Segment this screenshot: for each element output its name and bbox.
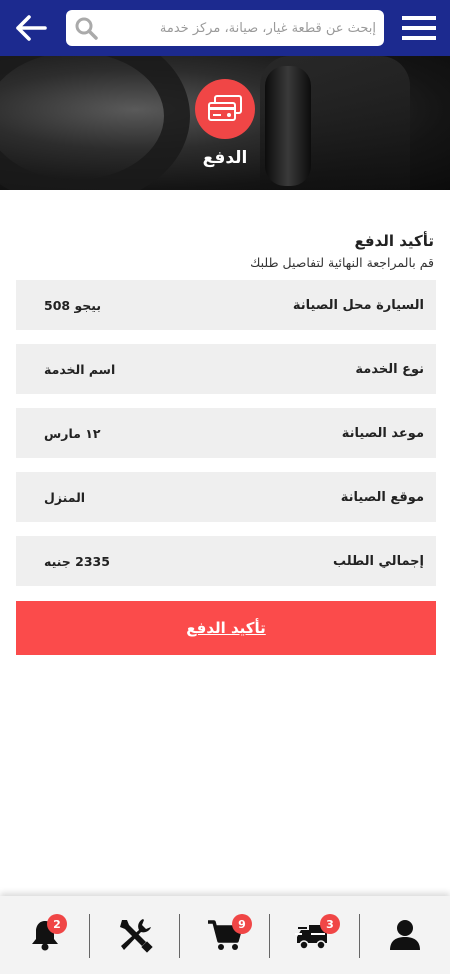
detail-label: موعد الصيانة <box>341 425 424 441</box>
detail-label: نوع الخدمة <box>355 361 424 377</box>
nav-cart[interactable] <box>180 896 270 974</box>
bottom-nav <box>0 896 450 974</box>
nav-notifications[interactable] <box>0 896 90 974</box>
detail-label: موقع الصيانة <box>340 489 424 505</box>
hero-icon-badge <box>195 79 255 139</box>
hamburger-menu-icon <box>402 15 436 41</box>
notifications-badge: 2 <box>47 914 67 934</box>
nav-delivery[interactable] <box>270 896 360 974</box>
gear-shifter-image <box>265 66 311 186</box>
hero-banner <box>0 56 450 190</box>
cart-badge: 9 <box>232 914 252 934</box>
detail-value: بيجو 508 <box>44 297 102 313</box>
steering-wheel-image <box>0 56 190 190</box>
tools-icon <box>116 916 154 954</box>
menu-button[interactable] <box>398 7 440 49</box>
delivery-badge: 3 <box>320 914 340 934</box>
nav-profile[interactable] <box>360 896 450 974</box>
top-bar <box>0 0 450 56</box>
search-bar[interactable] <box>66 10 384 46</box>
detail-value: ١٢ مارس <box>44 425 101 441</box>
detail-label: إجمالي الطلب <box>332 553 424 569</box>
detail-value: 2335 جنيه <box>44 553 110 569</box>
detail-row-appointment <box>16 408 436 458</box>
search-icon <box>74 16 98 40</box>
search-input[interactable] <box>98 10 376 46</box>
section-subtitle: قم بالمراجعة النهائية لتفاصيل طلبك <box>250 255 434 270</box>
detail-row-service-type <box>16 344 436 394</box>
detail-label: السيارة محل الصيانة <box>292 297 424 313</box>
section-title: تأكيد الدفع <box>354 232 434 250</box>
user-icon <box>389 918 421 952</box>
arrow-left-icon <box>15 14 47 42</box>
detail-value: اسم الخدمة <box>44 361 116 377</box>
back-button[interactable] <box>10 7 52 49</box>
detail-row-location <box>16 472 436 522</box>
credit-cards-icon <box>207 94 243 124</box>
nav-services[interactable] <box>90 896 180 974</box>
confirm-payment-button[interactable]: تأكيد الدفع <box>16 601 436 655</box>
detail-value: المنزل <box>44 489 86 505</box>
detail-row-total <box>16 536 436 586</box>
detail-row-car <box>16 280 436 330</box>
page-title: الدفع <box>202 148 248 168</box>
